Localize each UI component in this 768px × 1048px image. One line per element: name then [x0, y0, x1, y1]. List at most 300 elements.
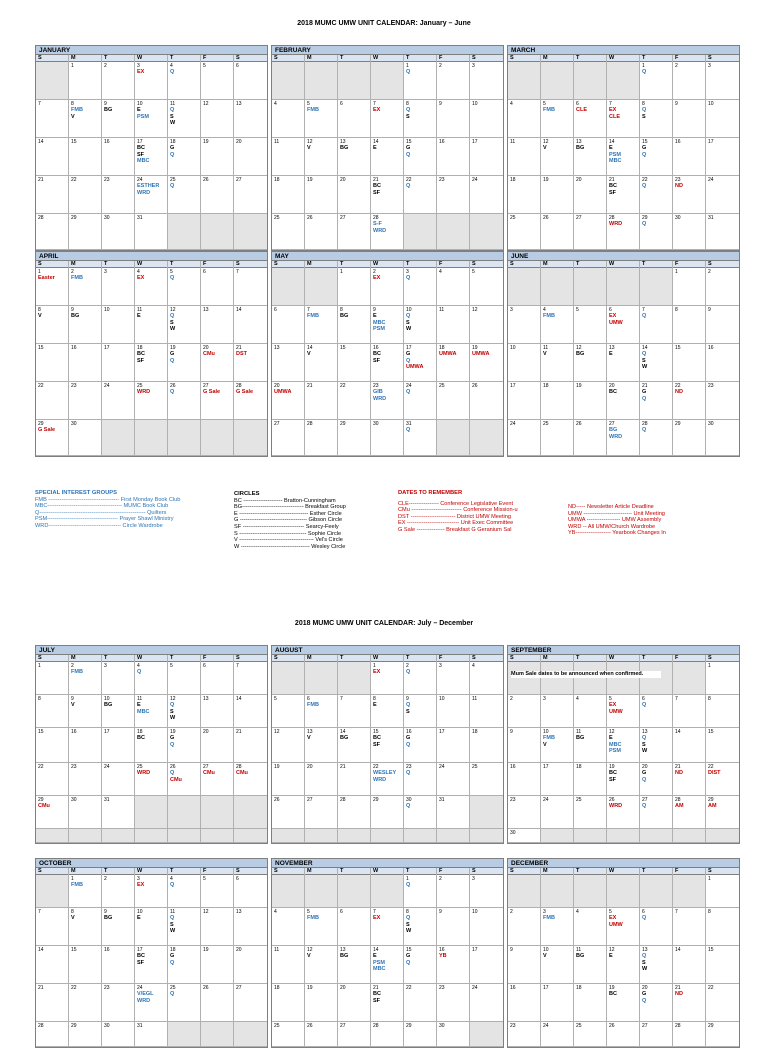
legend-item: W ------------------------------------- Wesley Circle	[234, 543, 346, 550]
day-number: 3	[472, 876, 475, 882]
event-code: FMB	[307, 107, 319, 114]
day-cell	[607, 138, 640, 176]
event-code: Q	[642, 953, 647, 960]
day-number: 3	[104, 663, 107, 669]
event-code: BC	[373, 351, 381, 358]
day-cell	[640, 138, 673, 176]
event-code: BC	[609, 389, 617, 396]
empty-day-cell	[36, 62, 69, 100]
empty-day-cell	[234, 214, 267, 250]
day-cell	[69, 695, 102, 728]
day-cell	[470, 908, 503, 946]
day-number: 15	[406, 947, 412, 953]
day-number: 20	[307, 764, 313, 770]
event-code: Q	[642, 702, 647, 709]
day-number: 23	[675, 177, 681, 183]
event-code: Q	[642, 915, 647, 922]
day-cell	[36, 984, 69, 1022]
day-cell	[135, 214, 168, 250]
weekday-label: T	[574, 261, 607, 268]
day-cell	[470, 695, 503, 728]
day-number: 28	[307, 421, 313, 427]
empty-day-cell	[168, 829, 201, 843]
event-code: W	[642, 748, 648, 755]
day-cell	[706, 306, 739, 344]
day-number: 20	[340, 177, 346, 183]
day-number: 24	[439, 764, 445, 770]
day-cell	[541, 796, 574, 829]
empty-day-cell	[673, 829, 706, 843]
day-cell	[234, 138, 267, 176]
day-number: 8	[38, 696, 41, 702]
day-cell	[404, 62, 437, 100]
event-code: Q	[406, 183, 411, 190]
weekday-label: S	[272, 655, 305, 662]
weekday-header	[508, 261, 739, 268]
day-number: 7	[307, 307, 310, 313]
day-number: 20	[203, 345, 209, 351]
day-cell	[234, 100, 267, 138]
event-code: Q	[406, 357, 411, 364]
day-number: 24	[543, 1023, 549, 1029]
day-cell	[607, 946, 640, 984]
day-number: 8	[708, 909, 711, 915]
event-code: E	[373, 953, 377, 960]
day-cell	[69, 268, 102, 306]
month-title: FEBRUARY	[272, 46, 503, 55]
circles-legend	[234, 491, 346, 550]
empty-day-cell	[201, 214, 234, 250]
day-number: 26	[170, 383, 176, 389]
day-cell	[36, 214, 69, 250]
day-cell	[305, 306, 338, 344]
event-code: G	[406, 735, 411, 742]
day-grid	[36, 662, 267, 843]
event-code: Q	[406, 389, 411, 396]
event-code: WRD	[137, 189, 151, 196]
weekday-label: T	[404, 261, 437, 268]
day-cell	[338, 946, 371, 984]
day-cell	[102, 268, 135, 306]
day-number: 2	[406, 663, 409, 669]
day-number: 22	[38, 764, 44, 770]
empty-day-cell	[574, 268, 607, 306]
weekday-label: S	[272, 261, 305, 268]
day-number: 27	[642, 797, 648, 803]
day-cell	[69, 138, 102, 176]
day-number: 16	[71, 729, 77, 735]
day-cell	[69, 763, 102, 796]
day-cell	[201, 268, 234, 306]
weekday-label: T	[640, 655, 673, 662]
day-number: 6	[236, 63, 239, 69]
day-cell	[338, 176, 371, 214]
event-code: EX	[137, 882, 145, 889]
weekday-label: W	[371, 655, 404, 662]
empty-day-cell	[135, 829, 168, 843]
day-cell	[272, 100, 305, 138]
day-number: 29	[406, 1023, 412, 1029]
event-code: BG	[104, 107, 113, 114]
legend-item: UMWA ------------------ UMW Assembly	[568, 517, 662, 524]
event-code: UMW	[609, 921, 623, 928]
day-number: 19	[576, 383, 582, 389]
event-code: V	[543, 145, 547, 152]
day-cell	[404, 984, 437, 1022]
day-number: 22	[340, 383, 346, 389]
event-code: S	[406, 708, 410, 715]
day-number: 31	[708, 215, 714, 221]
day-cell	[706, 695, 739, 728]
day-number: 29	[675, 421, 681, 427]
event-code: E	[609, 953, 613, 960]
day-grid	[272, 268, 503, 456]
day-number: 12	[170, 307, 176, 313]
legend-item: FMB -------------------------------------- First Monday Book Club	[35, 496, 181, 503]
day-number: 25	[576, 1023, 582, 1029]
day-number: 30	[71, 421, 77, 427]
event-code: BC	[373, 991, 381, 998]
day-cell	[234, 662, 267, 695]
day-cell	[305, 763, 338, 796]
day-cell	[371, 214, 404, 250]
day-number: 14	[38, 947, 44, 953]
day-number: 25	[439, 383, 445, 389]
legend-item: WRD -- All UMW/Church Wardrobe	[568, 523, 656, 530]
day-number: 5	[307, 101, 310, 107]
day-cell	[272, 1022, 305, 1047]
day-number: 17	[406, 345, 412, 351]
weekday-label: S	[708, 655, 712, 661]
day-number: 14	[340, 729, 346, 735]
event-code: SF	[609, 189, 617, 196]
day-cell	[168, 763, 201, 796]
event-code: CMu	[236, 770, 248, 777]
weekday-label: M	[541, 868, 574, 875]
day-number: 1	[38, 269, 41, 275]
day-number: 4	[137, 269, 140, 275]
day-number: 28	[236, 383, 242, 389]
day-cell	[437, 695, 470, 728]
day-number: 26	[609, 797, 615, 803]
empty-day-cell	[640, 268, 673, 306]
day-number: 13	[609, 345, 615, 351]
day-cell	[541, 382, 574, 420]
weekday-label: S	[472, 55, 476, 61]
event-code: BG	[104, 702, 113, 709]
day-number: 11	[576, 947, 582, 953]
day-number: 23	[510, 1023, 516, 1029]
day-grid	[272, 62, 503, 250]
day-number: 5	[170, 663, 173, 669]
day-cell	[470, 875, 503, 908]
event-code: Q	[406, 770, 411, 777]
day-number: 30	[104, 1023, 110, 1029]
day-cell	[371, 268, 404, 306]
day-number: 20	[236, 947, 242, 953]
event-code: BC	[609, 770, 617, 777]
weekday-label: F	[437, 655, 470, 662]
day-cell	[102, 382, 135, 420]
day-cell	[102, 214, 135, 250]
event-code: S	[642, 113, 646, 120]
weekday-label: W	[371, 868, 404, 875]
day-cell	[36, 306, 69, 344]
day-number: 29	[708, 797, 714, 803]
day-number: 30	[71, 797, 77, 803]
day-cell	[574, 214, 607, 250]
empty-day-cell	[234, 829, 267, 843]
day-number: 3	[708, 63, 711, 69]
day-cell	[673, 1022, 706, 1047]
event-code: Easter	[38, 275, 55, 282]
day-number: 17	[543, 764, 549, 770]
day-number: 1	[38, 663, 41, 669]
month-november	[271, 858, 504, 1048]
day-cell	[201, 728, 234, 763]
day-cell	[338, 420, 371, 456]
legend-item: SF --------------------------------- Searcy-Feely	[234, 523, 339, 530]
day-number: 1	[71, 63, 74, 69]
day-cell	[135, 695, 168, 728]
weekday-label: W	[135, 261, 168, 268]
weekday-label: S	[708, 868, 712, 874]
day-number: 26	[543, 215, 549, 221]
special-interest-legend	[35, 490, 180, 530]
day-number: 29	[340, 421, 346, 427]
event-code: S	[170, 319, 174, 326]
day-cell	[437, 176, 470, 214]
weekday-label: S	[236, 55, 240, 61]
day-cell	[272, 946, 305, 984]
day-cell	[135, 62, 168, 100]
event-code: Q	[406, 915, 411, 922]
day-number: 11	[274, 947, 280, 953]
event-code: Q	[137, 669, 142, 676]
day-cell	[673, 728, 706, 763]
day-number: 25	[510, 215, 516, 221]
legend-item: V ---------------------------------------- Vel's Circle	[234, 537, 343, 544]
day-cell	[673, 306, 706, 344]
empty-day-cell	[574, 662, 607, 695]
day-number: 25	[137, 383, 143, 389]
day-cell	[470, 662, 503, 695]
weekday-label: T	[338, 868, 371, 875]
day-cell	[640, 306, 673, 344]
event-code: W	[642, 364, 648, 371]
day-cell	[470, 268, 503, 306]
day-cell	[706, 946, 739, 984]
day-number: 9	[708, 307, 711, 313]
day-cell	[574, 1022, 607, 1047]
day-number: 26	[274, 797, 280, 803]
event-code: BG	[576, 351, 585, 358]
month-title: OCTOBER	[36, 859, 267, 868]
empty-day-cell	[234, 1022, 267, 1047]
day-number: 26	[307, 215, 313, 221]
weekday-header	[36, 261, 267, 268]
day-cell	[272, 138, 305, 176]
day-number: 21	[236, 345, 242, 351]
day-number: 12	[543, 139, 549, 145]
day-number: 7	[236, 269, 239, 275]
day-cell	[371, 662, 404, 695]
day-number: 20	[576, 177, 582, 183]
day-cell	[404, 138, 437, 176]
day-cell	[437, 662, 470, 695]
event-code: BG	[340, 145, 349, 152]
day-cell	[305, 138, 338, 176]
day-cell	[305, 420, 338, 456]
day-cell	[640, 946, 673, 984]
event-code: FMB	[71, 882, 83, 889]
day-cell	[470, 946, 503, 984]
weekday-header	[508, 55, 739, 62]
weekday-header	[36, 55, 267, 62]
event-code: ND	[675, 770, 683, 777]
event-code: BG	[576, 145, 585, 152]
day-cell	[36, 420, 69, 456]
event-code: Q	[406, 702, 411, 709]
day-cell	[135, 382, 168, 420]
day-cell	[541, 946, 574, 984]
empty-day-cell	[541, 875, 574, 908]
event-code: G	[170, 351, 175, 358]
empty-day-cell	[201, 829, 234, 843]
event-code: W	[170, 326, 176, 333]
day-cell	[371, 138, 404, 176]
day-cell	[470, 138, 503, 176]
day-number: 12	[609, 729, 615, 735]
day-number: 11	[510, 139, 516, 145]
day-cell	[305, 695, 338, 728]
day-number: 27	[203, 383, 209, 389]
empty-day-cell	[470, 1022, 503, 1047]
event-code: Q	[406, 669, 411, 676]
day-cell	[673, 344, 706, 382]
event-code: G Sale	[236, 389, 254, 396]
empty-day-cell	[437, 829, 470, 843]
day-cell	[69, 946, 102, 984]
empty-day-cell	[135, 796, 168, 829]
event-code: EX	[373, 915, 381, 922]
day-cell	[69, 796, 102, 829]
month-title: MARCH	[508, 46, 739, 55]
event-code: FMB	[307, 915, 319, 922]
day-number: 15	[642, 139, 648, 145]
day-cell	[168, 662, 201, 695]
day-number: 5	[274, 696, 277, 702]
event-code: BC	[609, 183, 617, 190]
day-cell	[168, 382, 201, 420]
month-january	[35, 45, 268, 251]
day-cell	[706, 875, 739, 908]
day-cell	[574, 728, 607, 763]
day-cell	[673, 176, 706, 214]
weekday-label: S	[508, 55, 541, 62]
event-code: DST	[236, 351, 247, 358]
day-cell	[541, 695, 574, 728]
day-cell	[338, 214, 371, 250]
day-number: 21	[340, 764, 346, 770]
weekday-label: T	[168, 261, 201, 268]
day-cell	[305, 214, 338, 250]
day-cell	[201, 62, 234, 100]
day-number: 6	[203, 663, 206, 669]
day-cell	[607, 420, 640, 456]
weekday-label: T	[102, 655, 135, 662]
day-cell	[541, 176, 574, 214]
day-cell	[135, 946, 168, 984]
day-cell	[135, 763, 168, 796]
empty-day-cell	[640, 662, 673, 695]
weekday-label: F	[673, 55, 706, 62]
empty-day-cell	[168, 214, 201, 250]
day-number: 3	[543, 909, 546, 915]
event-code: V	[71, 915, 75, 922]
day-number: 14	[675, 947, 681, 953]
legend-item: ND----- Newsletter Article Deadline	[568, 504, 654, 510]
day-cell	[640, 420, 673, 456]
day-number: 10	[406, 307, 412, 313]
day-cell	[102, 875, 135, 908]
event-code: S	[642, 959, 646, 966]
day-cell	[640, 728, 673, 763]
day-number: 14	[307, 345, 313, 351]
weekday-label: S	[508, 868, 541, 875]
event-code: SF	[609, 776, 617, 783]
empty-day-cell	[437, 214, 470, 250]
legend-item: EX ---------------------------- Unit Exec Committee	[398, 520, 514, 527]
day-number: 2	[373, 269, 376, 275]
day-cell	[470, 344, 503, 382]
day-number: 26	[472, 383, 478, 389]
legend-item: CLE---------------- Conference Legislative Event	[398, 500, 514, 507]
day-cell	[272, 984, 305, 1022]
day-cell	[36, 728, 69, 763]
day-number: 20	[203, 729, 209, 735]
event-code: V	[38, 313, 42, 320]
day-number: 19	[609, 985, 615, 991]
day-number: 19	[170, 729, 176, 735]
day-number: 16	[71, 345, 77, 351]
day-number: 25	[274, 1023, 280, 1029]
day-number: 28	[38, 215, 44, 221]
day-number: 25	[137, 764, 143, 770]
day-cell	[404, 662, 437, 695]
day-number: 22	[406, 985, 412, 991]
day-number: 16	[708, 345, 714, 351]
day-number: 29	[71, 1023, 77, 1029]
day-cell	[706, 100, 739, 138]
day-cell	[706, 382, 739, 420]
day-number: 2	[675, 63, 678, 69]
event-code: FMB	[543, 313, 555, 320]
day-number: 23	[104, 177, 110, 183]
day-number: 21	[609, 177, 615, 183]
day-cell	[508, 695, 541, 728]
day-cell	[69, 306, 102, 344]
event-code: UMWA	[274, 389, 292, 396]
event-code: FMB	[543, 915, 555, 922]
day-number: 6	[274, 307, 277, 313]
day-cell	[541, 984, 574, 1022]
event-code: ND	[675, 991, 683, 998]
day-cell	[574, 382, 607, 420]
day-cell	[404, 268, 437, 306]
day-number: 13	[236, 101, 242, 107]
day-number: 2	[439, 63, 442, 69]
